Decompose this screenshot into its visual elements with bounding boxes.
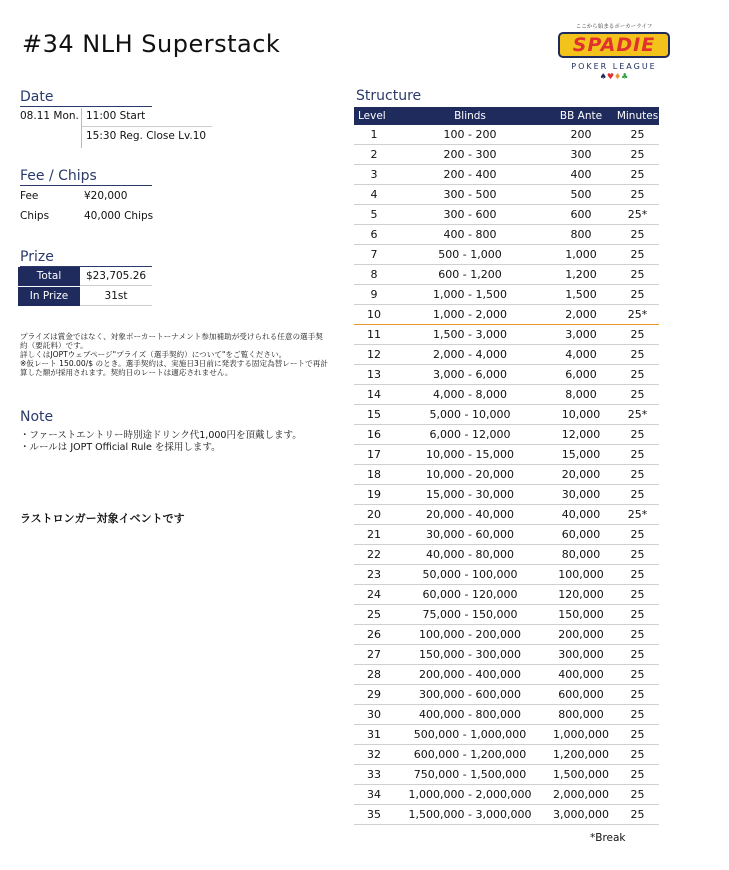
cell-level: 4 (370, 188, 378, 201)
cell-level: 10 (367, 308, 381, 321)
cell-blinds: 200 - 400 (443, 168, 497, 181)
cell-ante: 100,000 (558, 568, 604, 581)
cell-level: 8 (370, 268, 378, 281)
cell-minutes: 25 (630, 288, 645, 301)
cell-minutes: 25* (627, 408, 648, 421)
table-row (354, 545, 659, 565)
note-heading: Note (20, 409, 54, 425)
chips-value: 40,000 Chips (84, 210, 154, 222)
note-list (20, 430, 320, 454)
prize-heading: Prize (20, 249, 54, 265)
cell-ante: 20,000 (561, 468, 601, 481)
table-row (354, 605, 659, 625)
cell-ante: 60,000 (561, 528, 601, 541)
cell-minutes: 25 (630, 348, 645, 361)
cell-blinds: 60,000 - 120,000 (422, 588, 518, 601)
cell-blinds: 1,000,000 - 2,000,000 (408, 788, 532, 801)
cell-ante: 1,200 (565, 268, 597, 281)
cell-minutes: 25 (630, 628, 645, 641)
cell-minutes: 25 (630, 568, 645, 581)
cell-ante: 400 (570, 168, 592, 181)
cell-ante: 600,000 (558, 688, 604, 701)
cell-minutes: 25 (630, 248, 645, 261)
cell-level: 17 (367, 448, 381, 461)
cell-minutes: 25 (630, 688, 645, 701)
cell-level: 35 (367, 808, 381, 821)
prize-total-row (18, 267, 152, 286)
cell-minutes: 25 (630, 448, 645, 461)
cell-level: 11 (367, 328, 381, 341)
cell-blinds: 600 - 1,200 (438, 268, 502, 281)
last-longer-notice: ラストロンガー対象イベントです (20, 512, 185, 525)
cell-minutes: 25 (630, 648, 645, 661)
cell-ante: 6,000 (565, 368, 597, 381)
cell-level: 30 (367, 708, 381, 721)
cell-level: 34 (367, 788, 381, 801)
cell-level: 15 (367, 408, 381, 421)
table-row (354, 505, 659, 525)
table-row (354, 165, 659, 185)
cell-minutes: 25 (630, 148, 645, 161)
cell-ante: 500 (570, 188, 592, 201)
cell-blinds: 300 - 600 (443, 208, 497, 221)
cell-ante: 2,000 (565, 308, 597, 321)
cell-ante: 4,000 (565, 348, 597, 361)
cell-minutes: 25* (627, 508, 648, 521)
cell-minutes: 25 (630, 468, 645, 481)
cell-blinds: 20,000 - 40,000 (426, 508, 514, 521)
table-row (354, 805, 659, 825)
cell-minutes: 25 (630, 268, 645, 281)
table-row (354, 365, 659, 385)
table-row (354, 565, 659, 585)
cell-ante: 600 (570, 208, 592, 221)
table-row (354, 705, 659, 725)
prize-total-value: $23,705.26 (80, 267, 152, 286)
table-row (354, 125, 659, 145)
table-row (354, 405, 659, 425)
logo-brand: SPADIE (558, 32, 670, 58)
cell-minutes: 25 (630, 368, 645, 381)
cell-level: 13 (367, 368, 381, 381)
cell-level: 31 (367, 728, 381, 741)
cell-minutes: 25 (630, 588, 645, 601)
cell-ante: 300,000 (558, 648, 604, 661)
cell-ante: 1,500 (565, 288, 597, 301)
event-day: 08.11 Mon. (20, 110, 79, 122)
table-row (354, 385, 659, 405)
cell-ante: 1,000,000 (553, 728, 609, 741)
cell-level: 23 (367, 568, 381, 581)
table-row (354, 665, 659, 685)
cell-ante: 2,000,000 (553, 788, 609, 801)
cell-level: 19 (367, 488, 381, 501)
cell-level: 16 (367, 428, 381, 441)
table-row (354, 225, 659, 245)
cell-blinds: 100,000 - 200,000 (419, 628, 521, 641)
prize-total-label: Total (18, 267, 80, 286)
cell-blinds: 4,000 - 8,000 (433, 388, 507, 401)
cell-level: 6 (370, 228, 378, 241)
logo-suits-icon: ♠♥♦♣ (599, 72, 629, 81)
table-row (354, 765, 659, 785)
cell-level: 14 (367, 388, 381, 401)
cell-ante: 200 (570, 128, 592, 141)
table-row (354, 685, 659, 705)
cell-ante: 80,000 (561, 548, 601, 561)
table-row (354, 445, 659, 465)
start-time: 11:00 Start (86, 110, 146, 122)
table-row (354, 145, 659, 165)
cell-blinds: 40,000 - 80,000 (426, 548, 514, 561)
table-row (354, 525, 659, 545)
table-row (354, 305, 659, 325)
spadie-logo (556, 22, 672, 84)
note-item: ・ファーストエントリー時別途ドリンク代1,000円を頂戴します。 (20, 430, 302, 441)
cell-minutes: 25 (630, 328, 645, 341)
cell-blinds: 2,000 - 4,000 (433, 348, 507, 361)
cell-minutes: 25 (630, 788, 645, 801)
cell-level: 3 (370, 168, 378, 181)
cell-ante: 300 (570, 148, 592, 161)
cell-ante: 12,000 (561, 428, 601, 441)
cell-level: 22 (367, 548, 381, 561)
cell-minutes: 25 (630, 768, 645, 781)
cell-ante: 200,000 (558, 628, 604, 641)
logo-tagline: ここから始まるポーカーライフ (575, 24, 653, 30)
cell-level: 18 (367, 468, 381, 481)
cell-minutes: 25 (630, 608, 645, 621)
col-level: Level (358, 110, 386, 122)
cell-minutes: 25 (630, 728, 645, 741)
cell-level: 26 (367, 628, 381, 641)
fee-chips-heading: Fee / Chips (20, 168, 97, 184)
cell-minutes: 25 (630, 808, 645, 821)
cell-minutes: 25 (630, 388, 645, 401)
cell-ante: 150,000 (558, 608, 604, 621)
cell-blinds: 75,000 - 150,000 (422, 608, 518, 621)
cell-blinds: 30,000 - 60,000 (426, 528, 514, 541)
table-row (354, 185, 659, 205)
cell-blinds: 500 - 1,000 (438, 248, 502, 261)
cell-blinds: 1,500,000 - 3,000,000 (408, 808, 532, 821)
logo-subtitle: POKER LEAGUE (571, 62, 657, 71)
cell-level: 24 (367, 588, 381, 601)
cell-ante: 10,000 (561, 408, 601, 421)
cell-blinds: 500,000 - 1,000,000 (413, 728, 527, 741)
chips-label: Chips (20, 210, 50, 222)
cell-blinds: 300 - 500 (443, 188, 497, 201)
break-note: *Break (590, 832, 626, 844)
cell-minutes: 25 (630, 428, 645, 441)
cell-blinds: 150,000 - 300,000 (419, 648, 521, 661)
cell-ante: 1,200,000 (553, 748, 609, 761)
date-heading: Date (20, 89, 54, 105)
cell-level: 25 (367, 608, 381, 621)
cell-ante: 120,000 (558, 588, 604, 601)
reg-close: 15:30 Reg. Close Lv.10 (86, 130, 207, 142)
cell-ante: 40,000 (561, 508, 601, 521)
table-row (354, 325, 659, 345)
cell-minutes: 25 (630, 488, 645, 501)
cell-level: 28 (367, 668, 381, 681)
divider (82, 126, 212, 127)
cell-minutes: 25 (630, 188, 645, 201)
cell-blinds: 100 - 200 (443, 128, 497, 141)
cell-level: 20 (367, 508, 381, 521)
table-row (354, 425, 659, 445)
cell-blinds: 50,000 - 100,000 (422, 568, 518, 581)
cell-minutes: 25 (630, 128, 645, 141)
cell-minutes: 25 (630, 548, 645, 561)
divider (20, 106, 152, 107)
cell-minutes: 25* (627, 308, 648, 321)
cell-level: 12 (367, 348, 381, 361)
cell-ante: 800,000 (558, 708, 604, 721)
divider (81, 108, 82, 148)
table-row (354, 245, 659, 265)
cell-blinds: 1,500 - 3,000 (433, 328, 507, 341)
table-row (354, 485, 659, 505)
cell-blinds: 5,000 - 10,000 (429, 408, 511, 421)
table-row (354, 745, 659, 765)
cell-blinds: 600,000 - 1,200,000 (413, 748, 527, 761)
table-row (354, 645, 659, 665)
cell-ante: 15,000 (561, 448, 601, 461)
prize-disclaimer (20, 332, 330, 377)
table-row (354, 785, 659, 805)
cell-level: 29 (367, 688, 381, 701)
cell-blinds: 15,000 - 30,000 (426, 488, 514, 501)
cell-level: 27 (367, 648, 381, 661)
table-row (354, 285, 659, 305)
cell-ante: 3,000,000 (553, 808, 609, 821)
cell-blinds: 200,000 - 400,000 (419, 668, 521, 681)
disclaimer-line: プライズは賞金ではなく、対象ポーカートーナメント参加補助が受けられる任意の選手契約（要託料）です。 (20, 332, 323, 350)
divider (20, 185, 152, 186)
cell-minutes: 25 (630, 168, 645, 181)
table-row (354, 585, 659, 605)
cell-level: 21 (367, 528, 381, 541)
cell-level: 33 (367, 768, 381, 781)
prize-inprize-label: In Prize (18, 287, 80, 306)
cell-blinds: 300,000 - 600,000 (419, 688, 521, 701)
structure-table (354, 107, 659, 825)
cell-blinds: 6,000 - 12,000 (429, 428, 511, 441)
cell-ante: 1,500,000 (553, 768, 609, 781)
disclaimer-line: ※仮レート 150.00/$ のとき。選手契約は、実施日3日前に発表する固定為替レートで再計算した額が採用されます。契約日のレートは適応されません。 (20, 359, 328, 377)
cell-ante: 1,000 (565, 248, 597, 261)
cell-blinds: 3,000 - 6,000 (433, 368, 507, 381)
cell-level: 9 (370, 288, 378, 301)
cell-ante: 3,000 (565, 328, 597, 341)
cell-ante: 30,000 (561, 488, 601, 501)
fee-label: Fee (20, 190, 39, 202)
cell-blinds: 400 - 800 (443, 228, 497, 241)
table-row (354, 265, 659, 285)
cell-blinds: 400,000 - 800,000 (419, 708, 521, 721)
cell-level: 32 (367, 748, 381, 761)
table-row (354, 465, 659, 485)
table-row (354, 725, 659, 745)
page-title: #34 NLH Superstack (22, 30, 281, 58)
cell-level: 5 (370, 208, 378, 221)
cell-minutes: 25 (630, 228, 645, 241)
cell-minutes: 25 (630, 708, 645, 721)
cell-blinds: 1,000 - 2,000 (433, 308, 507, 321)
table-body (354, 125, 659, 825)
col-blinds: Blinds (454, 110, 486, 122)
cell-minutes: 25 (630, 528, 645, 541)
cell-minutes: 25* (627, 208, 648, 221)
table-row (354, 625, 659, 645)
structure-heading: Structure (356, 88, 422, 104)
fee-value: ¥20,000 (84, 190, 128, 202)
table-row (354, 345, 659, 365)
cell-blinds: 10,000 - 20,000 (426, 468, 514, 481)
col-ante: BB Ante (559, 110, 603, 122)
prize-inprize-row (18, 287, 152, 306)
cell-ante: 800 (570, 228, 592, 241)
cell-minutes: 25 (630, 748, 645, 761)
cell-level: 7 (370, 248, 378, 261)
disclaimer-line: 詳しくはJOPTウェブページ"プライズ（選手契約）について"をご覧ください。 (20, 350, 287, 359)
table-row (354, 205, 659, 225)
cell-blinds: 750,000 - 1,500,000 (413, 768, 527, 781)
cell-blinds: 1,000 - 1,500 (433, 288, 507, 301)
cell-ante: 400,000 (558, 668, 604, 681)
prize-inprize-value: 31st (80, 287, 152, 306)
table-header (354, 107, 659, 125)
cell-level: 1 (370, 128, 378, 141)
cell-blinds: 200 - 300 (443, 148, 497, 161)
cell-level: 2 (370, 148, 378, 161)
cell-ante: 8,000 (565, 388, 597, 401)
cell-blinds: 10,000 - 15,000 (426, 448, 514, 461)
note-item: ・ルールは JOPT Official Rule を採用します。 (20, 442, 221, 453)
cell-minutes: 25 (630, 668, 645, 681)
col-minutes: Minutes (616, 110, 659, 122)
